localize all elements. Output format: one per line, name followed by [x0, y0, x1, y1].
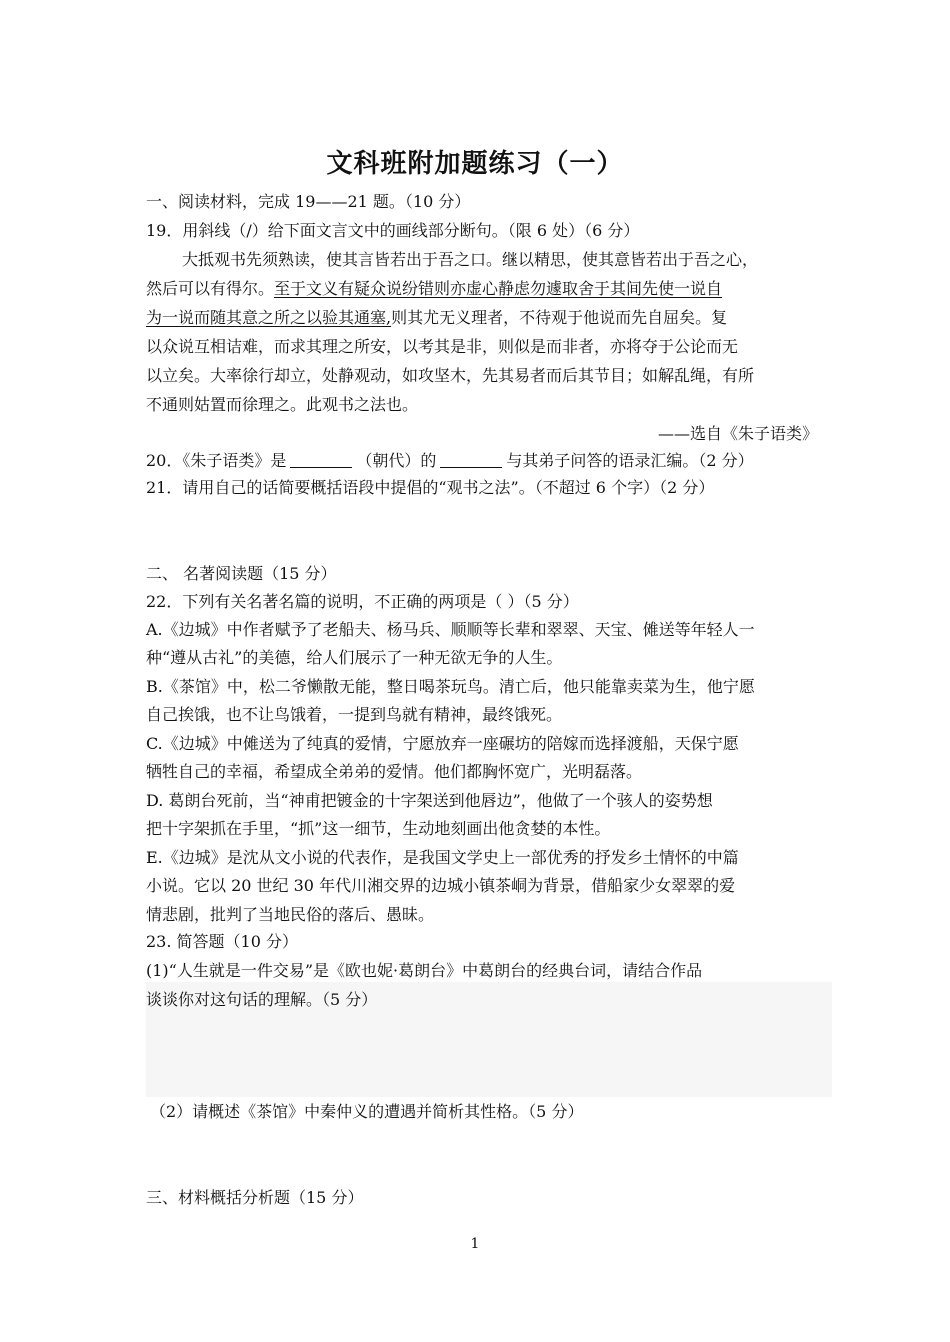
passage-text: 然后可以有得尔。: [146, 279, 275, 298]
section-3-heading: 三、材料概括分析题（15 分）: [146, 1188, 364, 1207]
passage-line: 不通则姑置而徐理之。此观书之法也。: [146, 395, 419, 414]
underlined-passage: 为一说而随其意之所之以验其通塞,: [146, 308, 392, 327]
question-21: 21．请用自己的话简要概括语段中提倡的“观书之法”。（不超过 6 个字）（2 分）: [146, 478, 715, 497]
option-line: 种“遵从古礼”的美德，给人们展示了一种无欲无争的人生。: [146, 648, 563, 667]
question-19: 19．用斜线（/）给下面文言文中的画线部分断句。（限 6 处）（6 分）: [146, 221, 640, 240]
passage-text: 则其尤无义理者，不待观于他说而先自屈矣。复: [391, 308, 728, 327]
question-23-1: (1)“人生就是一件交易”是《欧也妮·葛朗台》中葛朗台的经典台词，请结合作品: [146, 961, 703, 980]
question-20-text: 与其弟子问答的语录汇编。（2 分）: [506, 451, 754, 470]
underlined-passage: 至于文义有疑众说纷错则亦虚心静虑勿遽取舍于其间先使一说自: [274, 279, 723, 298]
option-line: E.《边城》是沈从文小说的代表作，是我国文学史上一部优秀的抒发乡土情怀的中篇: [146, 848, 739, 867]
question-22: 22．下列有关名著名篇的说明，不正确的两项是（ ）（5 分）: [146, 592, 579, 611]
passage-line: 大抵观书先须熟读，使其言皆若出于吾之口。继以精思，使其意皆若出于吾之心，: [182, 250, 759, 269]
page-title: 文科班附加题练习（一）: [326, 149, 624, 179]
passage-line: 以立矣。大率徐行却立，处静观动，如攻坚木，先其易者而后其节目；如解乱绳，有所: [146, 366, 755, 385]
question-20-text: （朝代）的: [356, 451, 437, 470]
option-line: C.《边城》中傩送为了纯真的爱情，宁愿放弃一座碾坊的陪嫁而选择渡船，天保宁愿: [146, 734, 739, 753]
option-line: 把十字架抓在手里，“抓”这一细节，生动地刻画出他贪婪的本性。: [146, 819, 611, 838]
passage-line: [146, 279, 722, 299]
passage-source: ——选自《朱子语类》: [657, 424, 818, 443]
page-number: 1: [470, 1236, 480, 1252]
question-23: 23. 简答题（10 分）: [146, 932, 298, 951]
section-1-heading: 一、阅读材料，完成 19——21 题。（10 分）: [146, 192, 471, 211]
passage-line: 以众说互相诘难，而求其理之所安，以考其是非，则似是而非者，亦将夺于公论而无: [146, 337, 739, 356]
option-line: 自己挨饿，也不让鸟饿着，一提到鸟就有精神，最终饿死。: [146, 705, 563, 724]
option-line: B.《茶馆》中，松二爷懒散无能，整日喝茶玩鸟。清亡后，他只能靠卖菜为生，他宁愿: [146, 677, 755, 696]
option-line: 牺牲自己的幸福，希望成全弟弟的爱情。他们都胸怀宽广，光明磊落。: [146, 762, 643, 781]
answer-blank[interactable]: [290, 453, 352, 468]
question-23-2: （2）请概述《茶馆》中秦仲义的遭遇并简析其性格。（5 分）: [150, 1102, 584, 1121]
passage-line: [146, 308, 727, 328]
option-line: 情悲剧，批判了当地民俗的落后、愚昧。: [146, 905, 435, 924]
question-20-text: 20．《朱子语类》是: [146, 451, 287, 470]
option-line: 小说。它以 20 世纪 30 年代川湘交界的边城小镇茶峒为背景，借船家少女翠翠的爱: [146, 876, 736, 895]
section-2-heading: 二、 名著阅读题（15 分）: [146, 564, 337, 583]
option-line: A.《边城》中作者赋予了老船夫、杨马兵、顺顺等长辈和翠翠、天宝、傩送等年轻人一: [146, 620, 755, 639]
question-23-1: 谈谈你对这句话的理解。（5 分）: [146, 990, 378, 1009]
option-line: D. 葛朗台死前，当“神甫把镀金的十字架送到他唇边”，他做了一个骇人的姿势想: [146, 791, 713, 810]
question-20: [146, 451, 754, 471]
answer-blank[interactable]: [440, 453, 502, 468]
